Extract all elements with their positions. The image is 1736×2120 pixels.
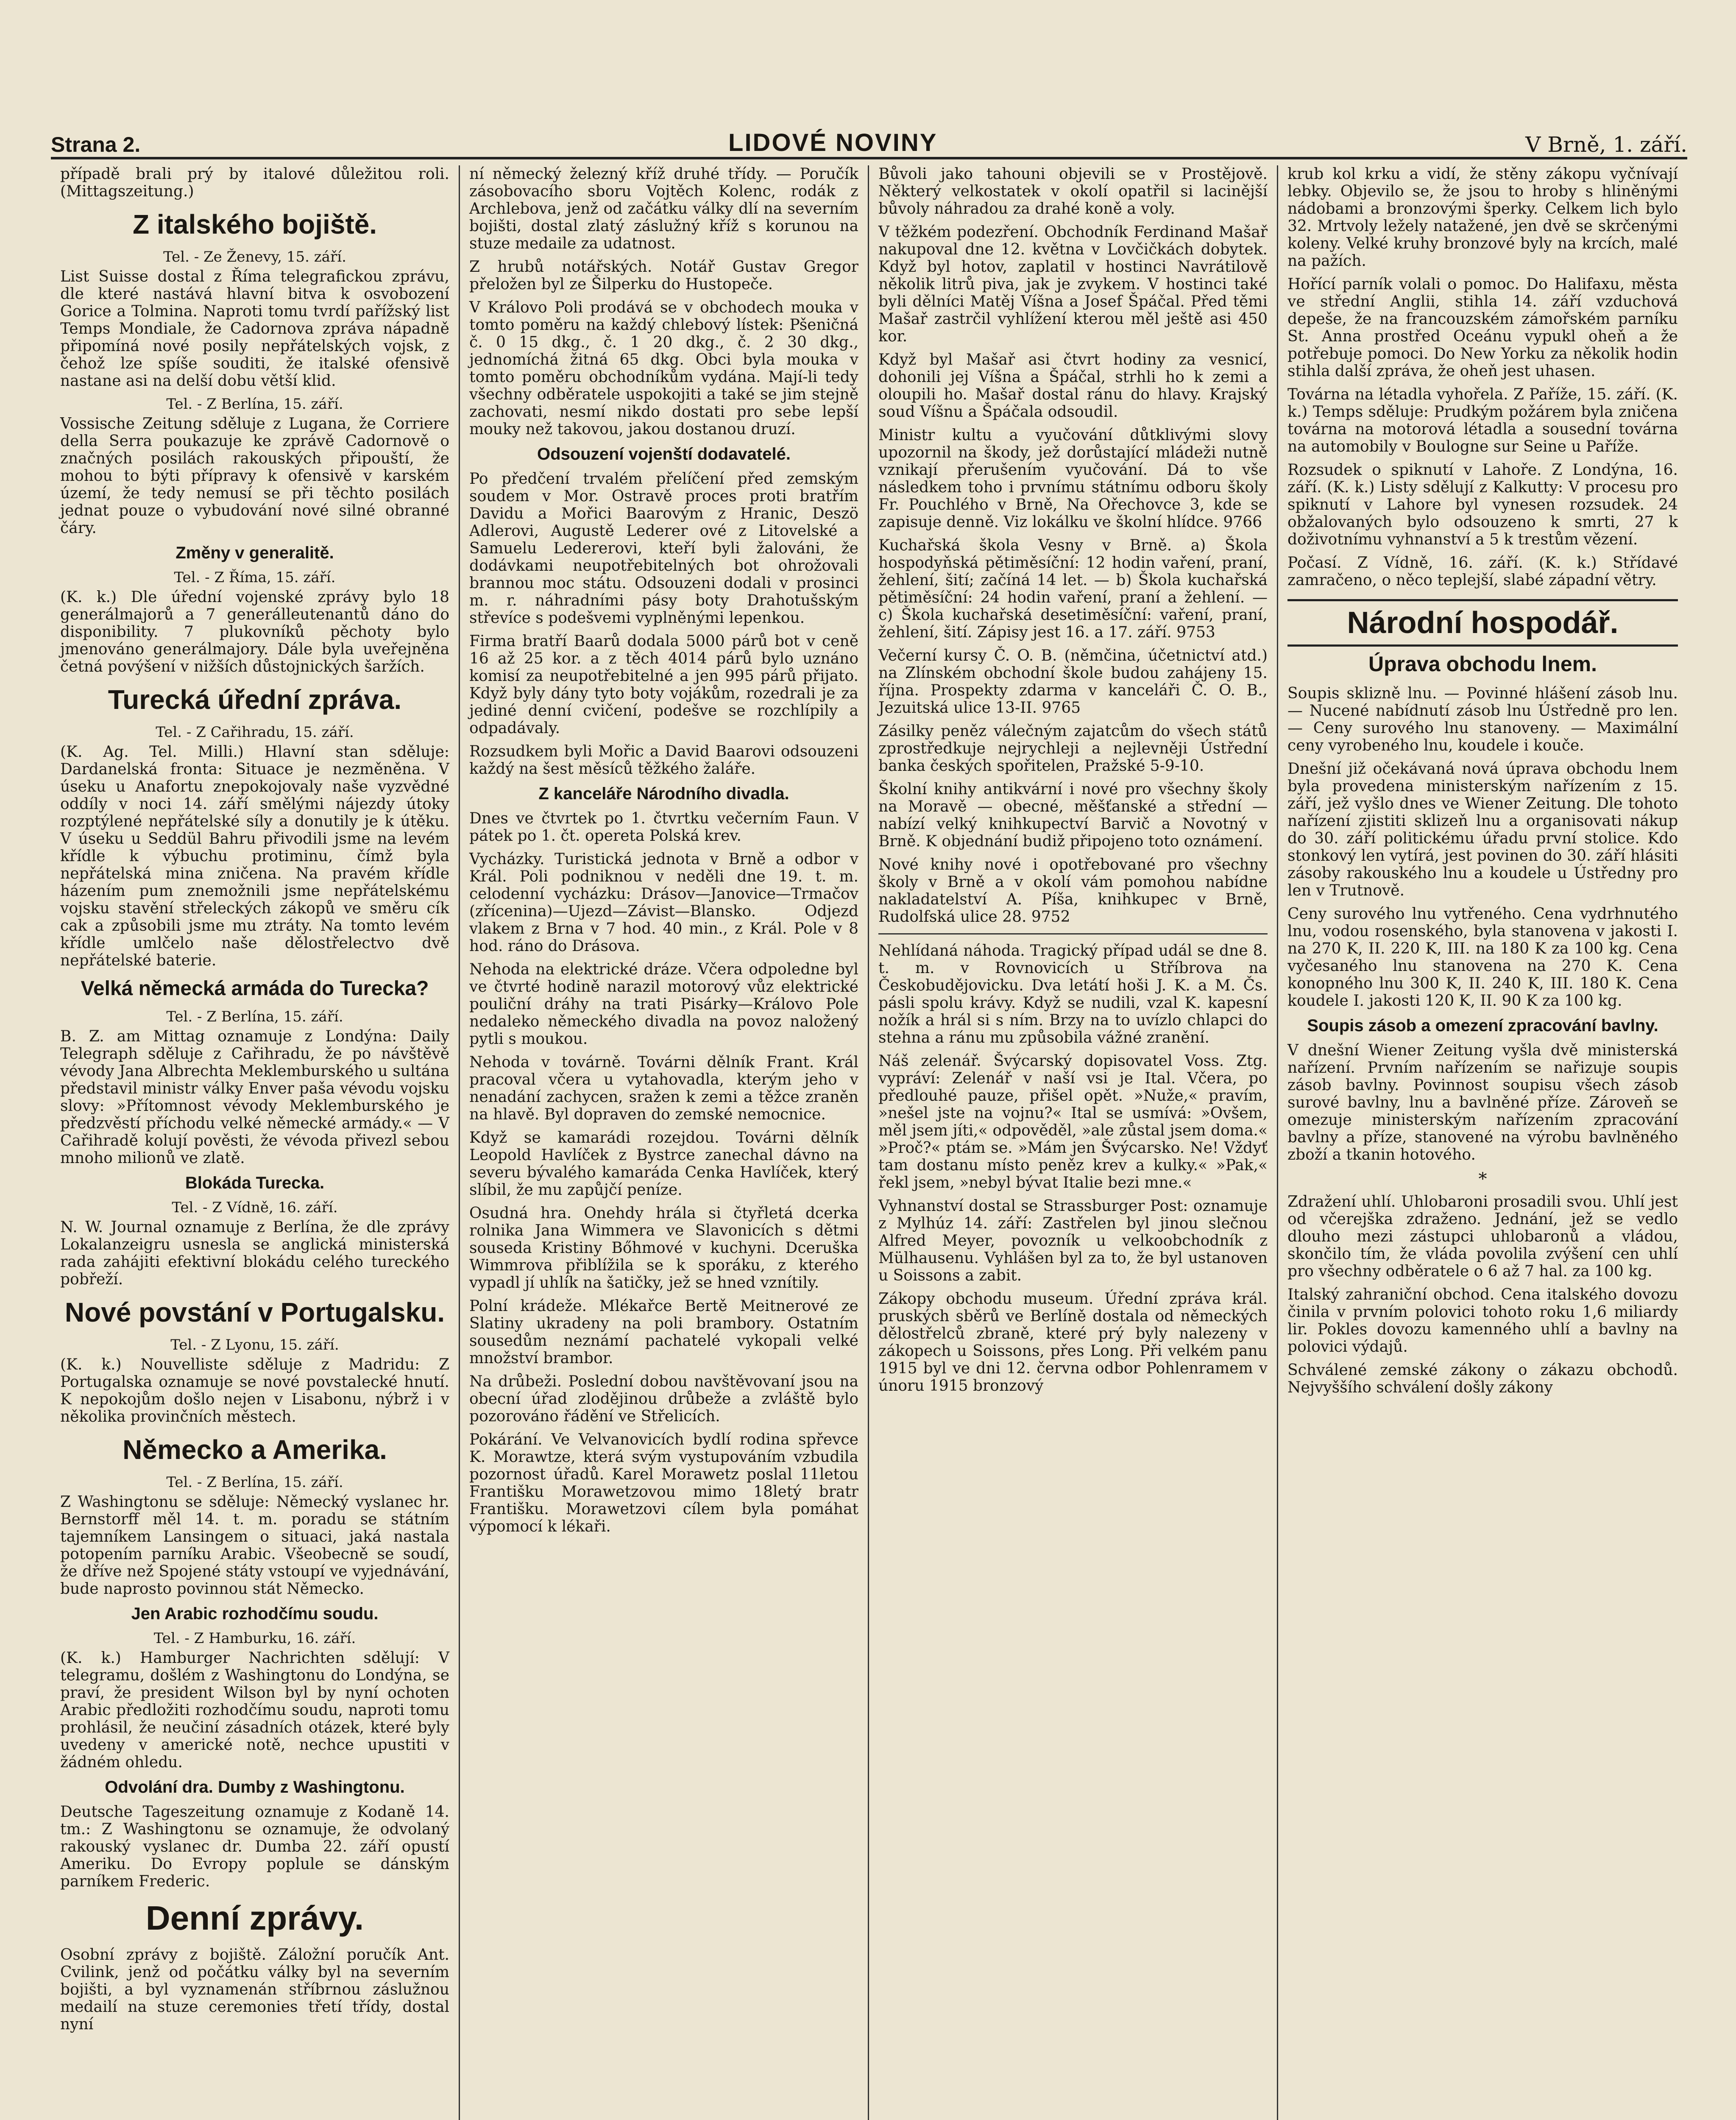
article-text: Italský zahraniční obchod. Cena italského dovozu činila v prvním polovici tohoto roku 1,6 miliardy lir. Pokles dovozu kamenného uhlí a bavlny na polovici výdajů. [1287, 1286, 1678, 1356]
headline: Nové povstání v Portugalsku. [64, 1297, 445, 1328]
dateline: Tel. - Z Říma, 15. září. [174, 569, 336, 586]
article-text: ní německý železný kříž druhé třídy. — Poručík zásobovacího sboru Vojtěch Kolenc, rodák z Archlebova, jenž od začátku války dlí na severním bojišti, dostal zlatý záslužný kříž s korunou na stuze medaile za udatnost. [469, 165, 858, 252]
article-text: Továrna na létadla vyhořela. Z Paříže, 15. září. (K. k.) Temps sděluje: Prudkým požárem byla zničena továrna na motorová létadla a sousední továrna na automobily v Boulogne sur Seine u Paříže. [1287, 386, 1678, 455]
separator-star: * [1478, 1169, 1487, 1189]
article-text: Ceny surového lnu vytřeného. Cena vydrhnutého lnu, vodou rosenského, byla stanovena v jakosti I. na 270 K, II. 220 K, III. na 180 K za 100 kg. Cena vyčesaného lnu stanovena na 270 K. Cena konopného lnu 300 K, II. 240 K, III. 180 K. Cena koudele I. jakosti 120 K, II. 90 K za 100 kg. [1287, 905, 1678, 1010]
article-text: Když byl Mašař asi čtvrt hodiny za vesnicí, dohonili jej Víšna a Špáčal, strhli ho k zemi a oloupili ho. Mašař dostal ránu do hlavy. Krajský soud Víšnu a Špáčala odsoudil. [878, 351, 1268, 421]
dateline: Tel. - Z Berlína, 15. září. [166, 1008, 343, 1025]
article-text: Z hrubů notářských. Notář Gustav Gregor přeložen byl ze Šilperku do Hustopeče. [469, 258, 858, 293]
article-text: Počasí. Z Vídně, 16. září. (K. k.) Střídavé zamračeno, o něco teplejší, slabé západní větry. [1287, 554, 1678, 589]
article-text: List Suisse dostal z Říma telegrafickou zprávu, dle které nastává hlavní bitva k osvobození Gorice a Tolmina. Naproti tomu tvrdí pařížský list Temps Mondiale, že Cadornova zpráva nápadně připomíná nové posily nepřátelských vojsk, z čehož lze spíše souditi, že italské ofensivě nastane asi na delší dobu větší klid. [60, 268, 449, 390]
article-text: Nehoda na elektrické dráze. Včera odpoledne byl ve čtvrté hodině narazil motorový vůz elektrické pouliční dráhy na trati Pisárky—Královo Pole nedaleko německého divadla na povoz naložený pytli s moukou. [469, 961, 858, 1048]
headline: Jen Arabic rozhodčímu soudu. [131, 1604, 379, 1623]
columns [51, 165, 1687, 2120]
article-text: Rozsudek o spiknutí v Lahoře. Z Londýna, 16. září. (K. k.) Listy sdělují z Kalkutty: V procesu pro spiknutí v Lahore byl vynesen rozsudek. 24 obžalovaných bylo odsouzeno k smrti, 27 k doživotnímu vyhnanství a 5 k trestům vězení. [1287, 461, 1678, 548]
dateline: Tel. - Z Lyonu, 15. září. [170, 1336, 339, 1353]
column-4 [1278, 165, 1687, 2120]
article-text: Večerní kursy Č. O. B. (němčina, účetnictví atd.) na Zlínském obchodní škole budou zahájeny 15. října. Prospekty zdarma v kanceláři Č. O. B., Jezuitská ulice 13-II. 9765 [878, 647, 1268, 717]
article-text: Rozsudkem byli Mořic a David Baarovi odsouzeni každý na šest měsíců těžkého žaláře. [469, 743, 858, 778]
headline: Německo a Amerika. [123, 1434, 387, 1465]
article-text: (K. k.) Hamburger Nachrichten sdělují: V telegramu, došlém z Washingtonu do Londýna, se praví, že president Wilson byl by nyní ochoten Arabic předložiti rozhodčímu soudu, naproti tomu prohlásil, že neučiní zásadních otázek, které byly uvedeny v americké notě, nechce upustiti v žádném ohledu. [60, 1649, 449, 1771]
section-heading: Národní hospodář. [1287, 599, 1678, 647]
article-text: Deutsche Tageszeitung oznamuje z Kodaně 14. tm.: Z Washingtonu se oznamuje, že odvolaný rakouský vyslanec dr. Dumba 22. září opustí Ameriku. Do Evropy poplule se dánským parníkem Frederic. [60, 1803, 449, 1890]
article-text: Hořící parník volali o pomoc. Do Halifaxu, města ve střední Anglii, stihla 14. září vzduchová depeše, že na francouzském zámořském parníku St. Anna prostřed Oceánu vypukl oheň a že potřebuje pomoci. Do New Yorku za několik hodin stihla další zpráva, že oheň jest uhasen. [1287, 276, 1678, 380]
headline: Soupis zásob a omezení zpracování bavlny. [1307, 1016, 1658, 1035]
headline: Turecká úřední zpráva. [108, 684, 402, 715]
headline: Úprava obchodu lnem. [1368, 652, 1597, 676]
issue-date: V Brně, 1. září. [1525, 132, 1687, 157]
article-text: (K. k.) Nouvelliste sděluje z Madridu: Z Portugalska oznamuje se nové povstalecké hnutí. K nepokojům došlo nejen v Lisabonu, nýbrž i v několika provinčních městech. [60, 1356, 449, 1425]
article-text: Firma bratří Baarů dodala 5000 párů bot v ceně 16 až 25 kor. a z těch 4014 párů bylo uznáno komisí za neupotřebitelné a jen 995 párů přijato. Když byly dány tyto boty vojákům, rozedrali je za jediné denní cvičení, podešve se rozchlípily a odpadávaly. [469, 633, 858, 737]
article-text: Školní knihy antikvární i nové pro všechny školy na Moravě — obecné, měšťanské a střední — nabízí velký knihkupectví Barvič a Novotný v Brně. K objednání budiž připojeno toto oznámení. [878, 781, 1268, 850]
article-text: B. Z. am Mittag oznamuje z Londýna: Daily Telegraph sděluje z Cařihradu, že po návštěvě vévody Jana Albrechta Meklemburského u sultána představil ministr války Enver paša vévodu vojsku slovy: »Přítomnost vévody Meklemburského je předzvěstí příchodu velké německé armády.« — V Cařihradě kolují pověsti, že vévoda přivezl sebou mnoho milionů ve zlatě. [60, 1028, 449, 1167]
article-text: případě brali prý by italové důležitou roli. (Mittagszeitung.) [60, 165, 449, 200]
page-number: Strana 2. [51, 133, 141, 156]
article-text: Zdražení uhlí. Uhlobaroni prosadili svou. Uhlí jest od včerejška zdraženo. Jednání, jež se vedlo dlouho mezi zástupci uhlobaronů a vládou, skončilo tím, že vláda povolila zvýšení cen uhlí pro všechny odběratele o 6 až 7 hal. za 100 kg. [1287, 1193, 1678, 1280]
article-text: Vyhnanství dostal se Strassburger Post: oznamuje z Mylhúz 14. září: Zastřelen byl jinou slečnou Alfred Meyer, povozník u velkoobchodník z Mülhausenu. Vyhlášen byl za to, že byl ustanoven u Soissons a zabit. [878, 1197, 1268, 1284]
article-text: Polní krádeže. Mlékařce Bertě Meitnerové ze Slatiny ukradeny na poli brambory. Ostatním sousedům neznámí pachatelé vykopali velké množství brambor. [469, 1297, 858, 1367]
article-text: Náš zelenář. Švýcarský dopisovatel Voss. Ztg. vypráví: Zelenář v naší vsi je Ital. Včera, po předlouhé pauze, přišel opět. »Nuže,« pravím, »nešel jste na vojnu?« Ital se usmívá: »Ovšem, měl jsem jíti,« odpověděl, »ale zůstal jsem doma.« »Proč?« ptám se. »Mám jen Švýcarsko. Ne! Vždyť tam dostanu místo peněz krev a kulky.« »Pak,« řekl jsem, »nebyl bývat Italie bezi mne.« [878, 1052, 1268, 1191]
article-text: Zásilky peněz válečným zajatcům do všech států zprostředkuje nejrychleji a nejlevněji Ústřední banka českých spořitelen, Pražské 5-9-10. [878, 722, 1268, 775]
article-text: (K. Ag. Tel. Milli.) Hlavní stan sděluje: Dardanelská fronta: Situace je nezměněna. V úseku u Anafortu znepokojovaly naše vyzvědné oddíly v noci 14. září smělými nájezdy útoky rozptýlené nepřátelské síly a donutily je k útěku. V úseku u Seddül Bahru přivodili jsme na levém křídle k výbuchu protiminu, čímž byla nepřátelská mina zničena. Na pravém křídle házením pum znemožnili jsme nepřátelskému vojsku stavění střeleckých zákopů ve směru cík cak a způsobili jsme mu ztráty. Na tomto levém křídle umlčelo naše dělostřelectvo dvě nepřátelské baterie. [60, 743, 449, 969]
article-text: Dnešní již očekávaná nová úprava obchodu lnem byla provedena ministerským nařízením z 15. září, jež vyšlo dnes ve Wiener Zeitung. Dle tohoto nařízení zjistiti sklizeň lnu a organisovati nákup do 30. září politickému úřadu první stolice. Kdo stonkový len vytírá, jest povinen do 30. září hlásiti zásoby rakouského lnu a koudele u Ústředny pro len v Trutnově. [1287, 760, 1678, 899]
column-2 [460, 165, 869, 2120]
article-text: Vossische Zeitung sděluje z Lugana, že Corriere della Serra poukazuje ke zprávě Cadornově o značných posilách rakouských připouští, že mohou to býti přípravy k ofensivě v karském území, že tedy nemusí se při těchto posilách jednat pouze o vybudování nové silné obranné čáry. [60, 415, 449, 537]
article-text: (K. k.) Dle úřední vojenské zprávy bylo 18 generálmajorů a 7 generálleutenantů dáno do disponibility. 7 plukovníků pěchoty bylo jmenováno generálmajory. Dále byla uveřejněna četná povýšení v nižších důstojnických šaržích. [60, 589, 449, 675]
article-text: Osobní zprávy z bojiště. Záložní poručík Ant. Cvilink, jenž od počátku války byl na severním bojišti, a byl vyznamenán stříbrnou záslužnou medailí na stuze ceremonies třetí třídy, dostal nyní [60, 1946, 449, 2033]
dateline: Tel. - Z Vídně, 16. září. [172, 1199, 338, 1216]
headline: Blokáda Turecka. [185, 1174, 325, 1192]
headline: Z italského bojiště. [132, 209, 377, 240]
article-text: V Královo Poli prodává se v obchodech mouka v tomto poměru na každý chlebový lístek: Pšeničná č. 0 15 dkg., č. 1 20 dkg., č. 2 30 dkg., jednomíchá žitná 65 dkg. Obci byla mouka v tomto poměru obchodníkům vydána. Mají-li tedy všechny odběratele uspokojiti a také se jim stejně zachovati, nesmí nikdo dostati pro sebe lepší mouky než takovou, jakou dostanou druzí. [469, 299, 858, 438]
column-3 [869, 165, 1278, 2120]
article-text: krub kol krku a vidí, že stěny zákopu vyčnívají lebky. Objevilo se, že jsou to hroby s hliněnými nádobami a bronzovými šperky. Celkem lich bylo 32. Mrtvoly ležely natažené, jen dvě se skrčenými koleny. Velké kruhy bronzové byly na krcích, malé na pažích. [1287, 165, 1678, 270]
article-text: Vycházky. Turistická jednota v Brně a odbor v Král. Poli podniknou v neděli dne 19. t. m. celodenní vycházku: Drásov—Janovice—Trmačov (zřícenina)—Ujezd—Závist—Blansko. Odjezd vlakem z Brna v 7 hod. 40 min., z Král. Pole v 8 hod. ráno do Drásova. [469, 851, 858, 955]
article-text: Nehoda v továrně. Továrni dělník Frant. Král pracoval včera u vytahovadla, kterým jeho v nenadání zachycen, sražen k zemi a těžce zraněn na hlavě. Byl dopraven do zemské nemocnice. [469, 1054, 858, 1123]
article-text: Na drůbeži. Poslední dobou navštěvovaní jsou na obecní úřad zlodějinou drůbeže a zvláště bylo pozorováno řádění ve Střelicích. [469, 1373, 858, 1425]
article-text: Z Washingtonu se sděluje: Německý vyslanec hr. Bernstorff měl 14. t. m. poradu se státním tajemníkem Lansingem o situaci, jaká nastala potopením parníku Arabic. Všeobecně se soudí, že dříve než Spojené státy vstoupí ve vyjednávání, bude naprosto povinnou stát Německo. [60, 1493, 449, 1598]
masthead [51, 121, 1687, 159]
article-text: V dnešní Wiener Zeitung vyšla dvě ministerská nařízení. Prvním nařízením se nařizuje soupis zásob bavlny. Povinnost soupisu všech zásob surové bavlny, lnu a bavlněné příze. Zároveň se omezuje ministerským nařízením zpracování bavlny a příze, stanovené na výrobu bavlněného zboží a tkanin hotového. [1287, 1042, 1678, 1163]
article-text: Soupis sklizně lnu. — Povinné hlášení zásob lnu. — Nucené nabídnutí zásob lnu Ústředně pro len. — Ceny surového lnu stanoveny. — Maximální ceny vyrobeného lnu, koudele i kouče. [1287, 685, 1678, 754]
article-text: Schválené zemské zákony o zákazu obchodů. Nejvyššího schválení došly zákony [1287, 1361, 1678, 1396]
section-heading: Denní zprávy. [145, 1899, 364, 1937]
article-text: Zákopy obchodu museum. Úřední zpráva král. pruských sběrů ve Berlíně dostala od německých dělostřelců zbraně, které prý byly nalezeny v zákopech u Soissons, přes Long. Při velkém panu 1915 byl ve dni 12. června odbor Pohlenramem v únoru 1915 bronzový [878, 1290, 1268, 1395]
article-text: Nové knihy nové i opotřebované pro všechny školy v Brně a v okolí vám pomohou nabídne nakladatelství A. Píša, knihkupec v Brně, Rudolfská ulice 28. 9752 [878, 856, 1268, 926]
article-text: Pokárání. Ve Velvanovicích bydlí rodina spřevce K. Morawtze, která svým vystupováním vzbudila pozornost úřadů. Karel Morawetz poslal 11letou Františku Morawetzovou mimo 18letý bratr Františku. Morawetzovi cílem byla pomáhat výpomocí k lékaři. [469, 1431, 858, 1535]
article-text: Bůvoli jako tahouni objevili se v Prostějově. Některý velkostatek v okolí opatřil si lacinější bůvoly náhradou za drahé koně a voly. [878, 165, 1268, 218]
divider [878, 933, 1268, 934]
headline: Z kanceláře Národního divadla. [538, 784, 789, 803]
dateline: Tel. - Z Berlína, 15. září. [166, 396, 343, 413]
article-text: V těžkém podezření. Obchodník Ferdinand Mašař nakupoval dne 12. května v Lovčičkách dobytek. Když byl hotov, zaplatil v hostinci Navrátilově několik litrů piva, jak je zvykem. V hostinci také byli dělníci Matěj Víšna a Josef Špáčal. Před těmi Mašař zastrčil vyhlížení kterou měl ještě asi 450 kor. [878, 223, 1268, 345]
dateline: Tel. - Z Berlína, 15. září. [166, 1474, 343, 1491]
dateline: Tel. - Z Hamburku, 16. září. [153, 1630, 356, 1647]
article-text: Osudná hra. Onehdy hrála si čtyřletá dcerka rolnika Jana Wimmera ve Slavonicích s dětmi souseda Kristiny Bőhmové v kuchyni. Dceruška Wimmrova přiblížila se k sporáku, z kterého vypadl jí uhlík na šatičky, jež se hned vznítily. [469, 1205, 858, 1292]
article-text: Dnes ve čtvrtek po 1. čtvrtku večerním Faun. V pátek po 1. čt. opereta Polská krev. [469, 810, 858, 845]
newspaper-title: LIDOVÉ NOVINY [728, 129, 938, 156]
article-text: Když se kamarádi rozejdou. Továrni dělník Leopold Havlíček z Bystrce zanechal dávno na severu bývalého kamaráda Cenka Havlíček, který slíbil, že mu zapůjčí peníze. [469, 1129, 858, 1199]
headline: Odvolání dra. Dumby z Washingtonu. [105, 1778, 405, 1796]
article-text: Po předčení trvalém přelíčení před zemským soudem v Mor. Ostravě proces proti bratřím Davidu a Mořici Baarovým z Hranic, Deszö Adlerovi, Augustě Lederer ové z Litovelské a Samuelu Ledererovi, kteří byli žalováni, že dodávkami neupotřebitelných bot ohrožovali brannou moc státu. Odsouzeni dodali v prosinci m. r. náhradními pásy boty Drahotušským střevíce s podešvemi vyplněnými lepenkou. [469, 470, 858, 627]
dateline: Tel. - Z Cařihradu, 15. září. [156, 724, 354, 741]
headline: Odsouzení vojenští dodavatelé. [537, 445, 791, 463]
column-1 [51, 165, 460, 2120]
article-text: N. W. Journal oznamuje z Berlína, že dle zprávy Lokalanzeigru usnesla se anglická ministerská rada zahájiti efektivní blokádu celého tureckého pobřeží. [60, 1219, 449, 1288]
headline: Změny v generalitě. [176, 544, 334, 562]
dateline: Tel. - Ze Ženevy, 15. září. [163, 248, 346, 265]
article-text: Nehlídaná náhoda. Tragický případ udál se dne 8. t. m. v Rovnovicích u Stříbrova na Českobudějovicku. Dva letátí hoši J. K. a M. Čs. pásli spolu krávy. Když se nudili, vzal K. kapesní nožík a hrál si s ním. Brzy na to uvízlo chlapci do stehna a ránu mu způsobila vážné zranění. [878, 942, 1268, 1046]
headline: Velká německá armáda do Turecka? [81, 977, 429, 1000]
article-text: Kuchařská škola Vesny v Brně. a) Škola hospodyňská pětiměsíční: 12 hodin vaření, praní, žehlení, šití; začíná 14 let. — b) Škola kuchařská pětiměsíční: 24 hodin vaření, praní a žehlení. — c) Škola kuchařská desetiměsíční: vaření, praní, žehlení, šití. Zápisy jest 16. a 17. září. 9753 [878, 537, 1268, 641]
article-text: Ministr kultu a vyučování důtklivými slovy upozornil na škody, jež dorůstající mládeži nutně vznikají přerušením vyučování. Dá to vše následkem toho i prvnímu státnímu odboru školy Fr. Pouchlého v Brně, Na Ořechovce 3, kde se zapisuje denně. Viz lokálku ve školní hlídce. 9766 [878, 427, 1268, 531]
